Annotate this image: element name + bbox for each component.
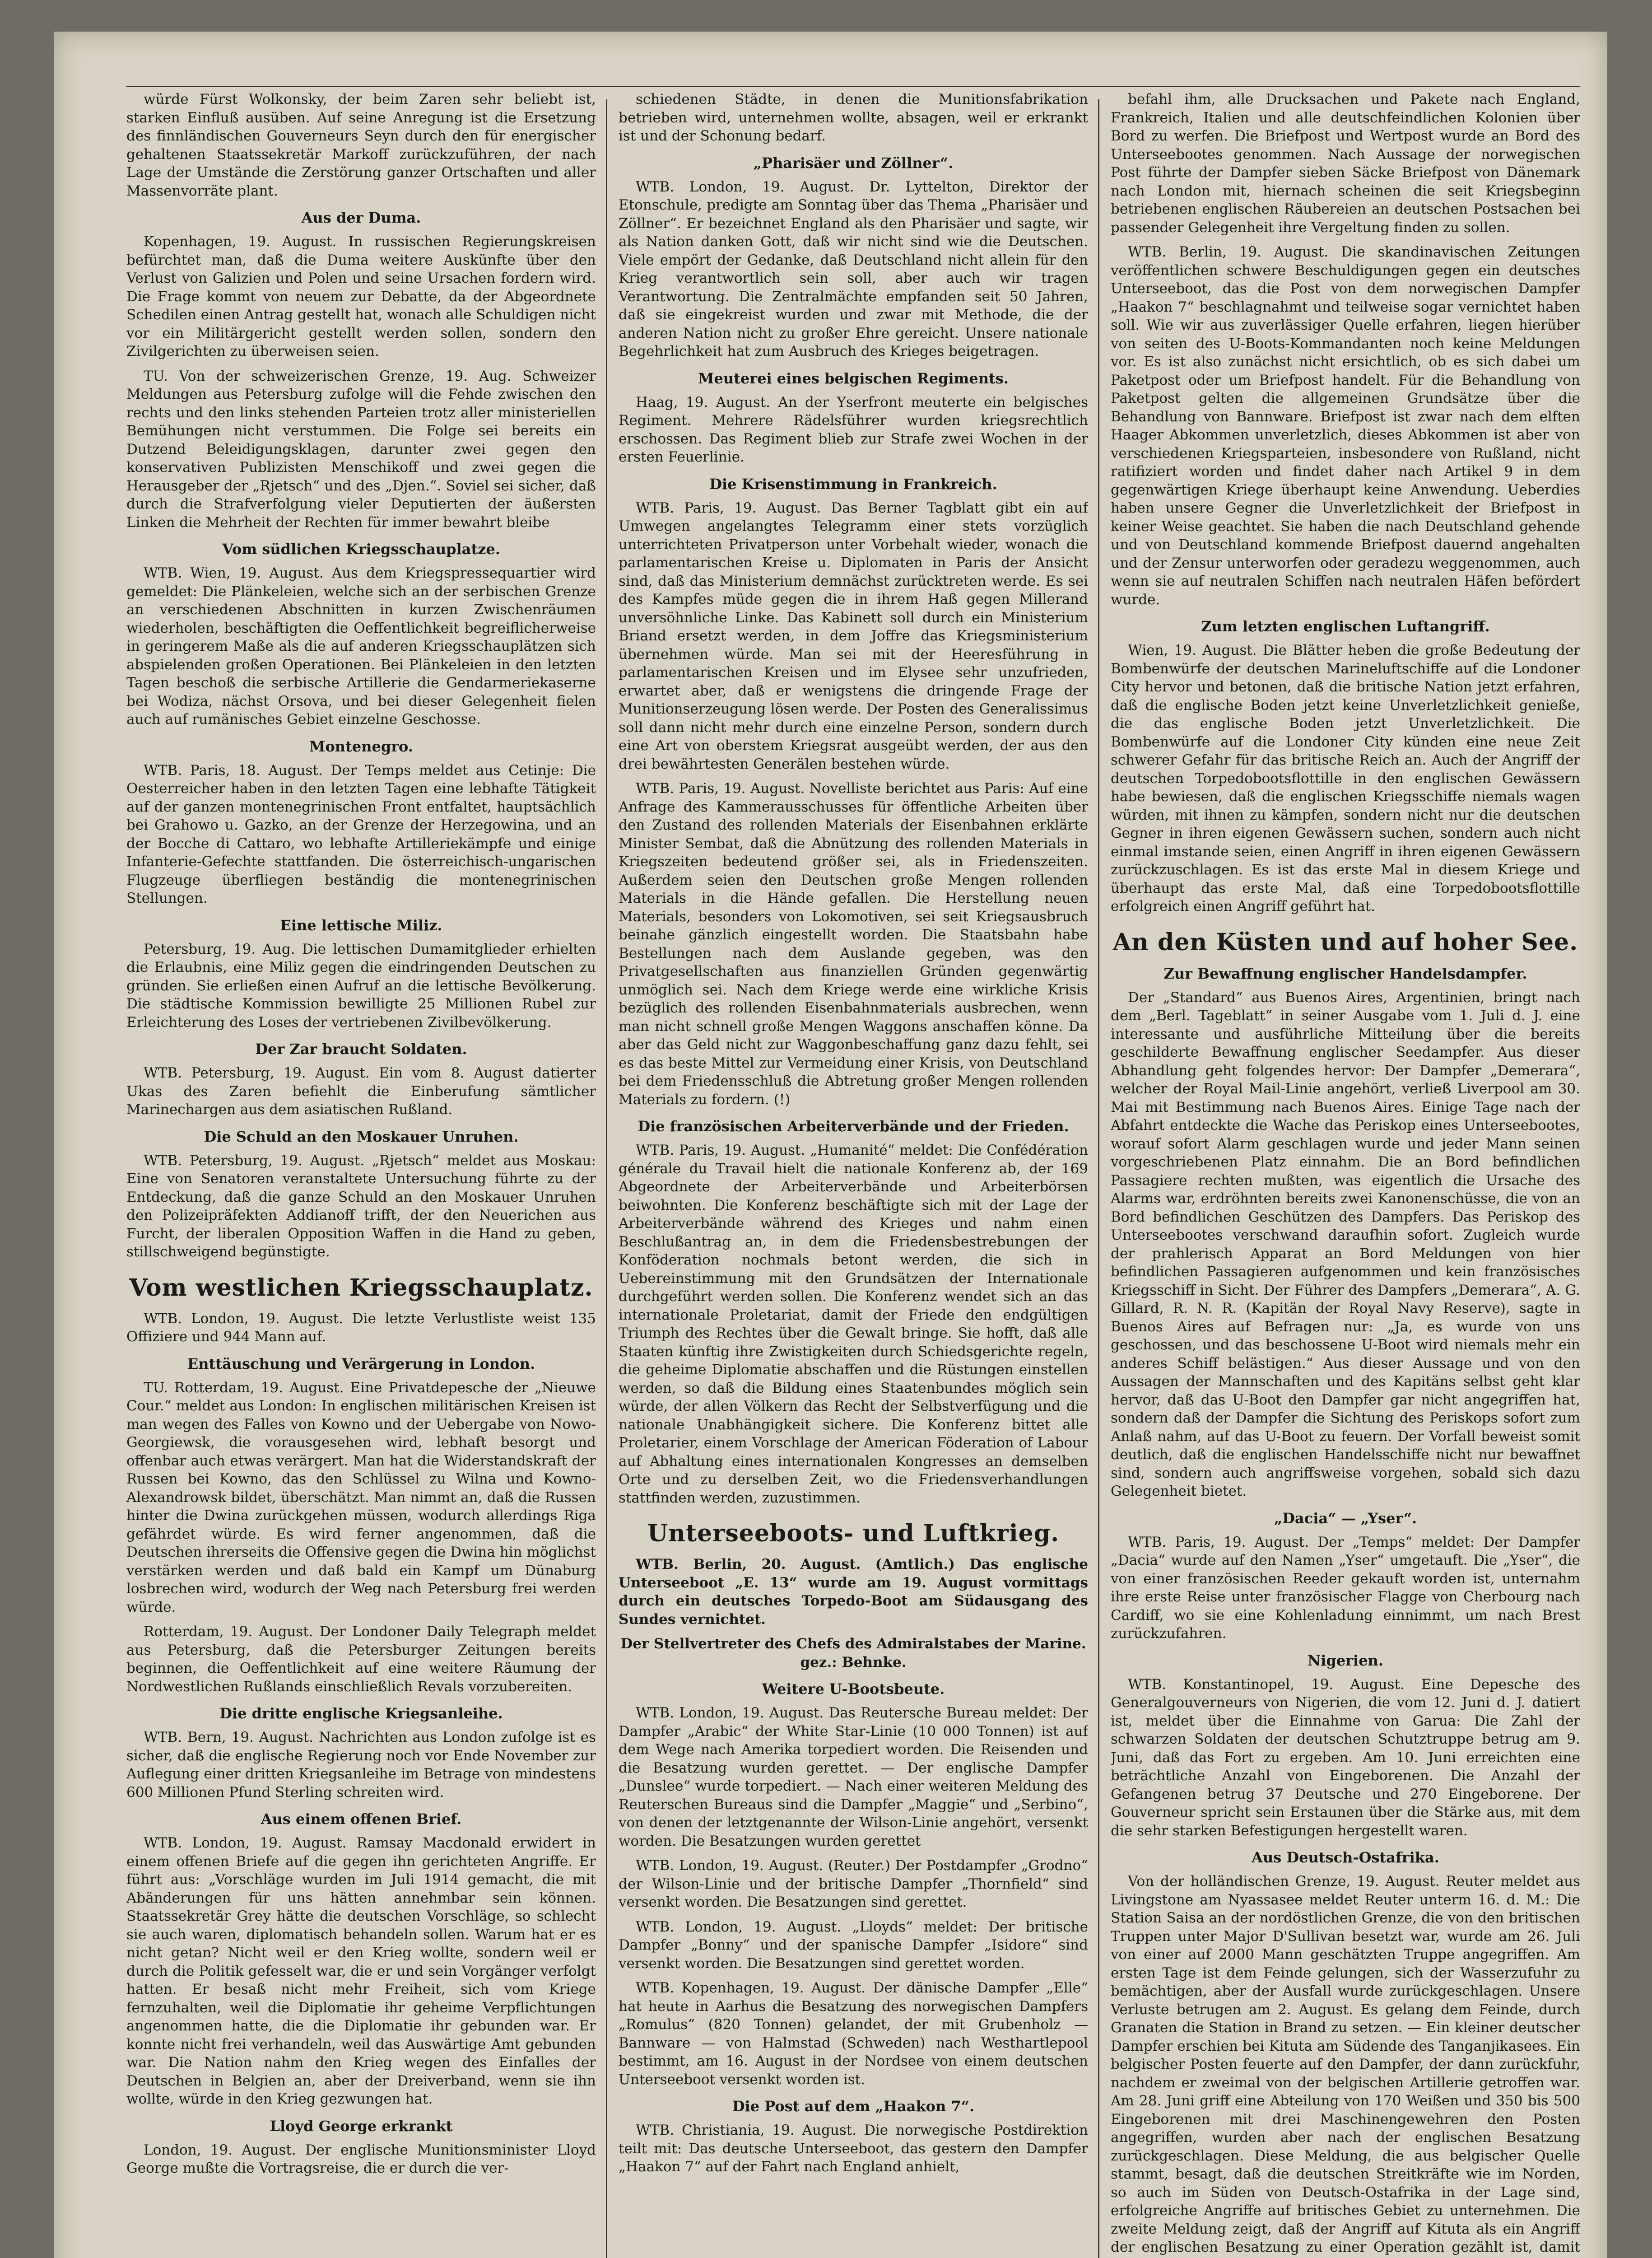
article-paragraph: WTB. Kopenhagen, 19. August. Der dänische Dampfer „Elle“ hat heute in Aarhus die Besatzung des norwegischen Dampfers „Romulus“ (820 Tonnen) gelandet, der mit Grubenholz — Bannware — von Halmstad (Schweden) nach Westhartlepool bestimmt, am 16. August in der Nordsee von einem deutschen Unterseeboot versenkt worden ist.: [619, 1980, 1088, 2088]
article-heading: Die französischen Arbeiterverbände und der Frieden.: [638, 1118, 1069, 1135]
article-heading: Aus der Duma.: [301, 209, 421, 226]
article-paragraph: WTB. Wien, 19. August. Aus dem Kriegspressequartier wird gemeldet: Die Plänkeleien, welche sich an der serbischen Grenze an verschiedenen Abschnitten in kurzen Zwischenräumen wiederholen, beschäftigten die Oeffentlichkeit begreiflicherweise in geringerem Maße als die auf anderen Kriegsschauplätzen sich abspielenden großen Operationen. Bei Plänkeleien in den letzten Tagen beschoß die serbische Artillerie die Gendarmeriekaserne bei Wodiza, nächst Orsova, und bei dieser Gelegenheit fielen auch auf rumänisches Gebiet einzelne Geschosse.: [126, 565, 596, 728]
article-heading: Die dritte englische Kriegsanleihe.: [219, 1705, 503, 1722]
article-paragraph: Kopenhagen, 19. August. In russischen Regierungskreisen befürchtet man, daß die Duma weitere Auskünfte über den Verlust von Galizien und Polen und seine Ursachen fordern wird. Die Frage kommt von neuem zur Debatte, da der Abgeordnete Schedilen einen Antrag gestellt hat, wonach alle Schuldigen nicht vor ein Militärgericht gestellt werden sollen, sondern den Zivilgerichten zu überweisen seien.: [126, 233, 596, 359]
article-paragraph: WTB. London, 19. August. Das Reutersche Bureau meldet: Der Dampfer „Arabic“ der White Star-Linie (10 000 Tonnen) ist auf dem Wege nach Amerika torpediert worden. Die Reisenden und die Besatzung wurden gerettet. — Der englische Dampfer „Dunslee“ wurde torpediert. — Nach einer weiteren Meldung des Reuterschen Bureaus sind die Dampfer „Maggie“ und „Serbino“, von denen der letztgenannte der Wilson-Linie angehört, versenkt worden. Die Besatzungen wurden gerettet: [619, 1705, 1088, 1849]
article-heading: Enttäuschung und Verärgerung in London.: [187, 1355, 535, 1372]
column-1: [126, 90, 596, 2258]
article-heading: „Dacia“ — „Yser“.: [1274, 1509, 1417, 1527]
article-heading: Die Krisenstimmung in Frankreich.: [709, 475, 997, 493]
article-heading: Die Post auf dem „Haakon 7“.: [732, 2098, 975, 2115]
article-paragraph: WTB. Berlin, 19. August. Die skandinavischen Zeitungen veröffentlichen schwere Beschuldigungen gegen ein deutsches Unterseeboot, das die Post von dem norwegischen Dampfer „Haakon 7“ beschlagnahmt und teilweise sogar vernichtet haben soll. Wie wir aus zuverlässiger Quelle erfahren, liegen hierüber von seiten des U-Boots-Kommandanten noch keine Meldungen vor. Es ist also zunächst nicht ersichtlich, ob es sich dabei um Paketpost oder um Briefpost handelt. Für die Behandlung von Paketpost gelten die allgemeinen Grundsätze über die Behandlung von Bannware. Briefpost ist zwar nach dem elften Haager Abkommen unverletzlich, dieses Abkommen ist aber von verschiedenen Kriegsparteien, insbesondere von Rußland, nicht ratifiziert worden und findet daher nach Artikel 9 in dem gegenwärtigen Kriege überhaupt keine Anwendung. Ueberdies haben unsere Gegner die Unverletzlichkeit der Briefpost in keiner Weise geachtet. Sie haben die nach Deutschland gehende und von Deutschland kommende Briefpost dauernd angehalten und der Zensur unterworfen oder geradezu weggenommen, auch wenn sie auf neutralen Schiffen nach neutralen Häfen befördert wurde.: [1111, 244, 1580, 608]
article-paragraph: WTB. London, 19. August. Ramsay Macdonald erwidert in einem offenen Briefe auf die gegen ihn gerichteten Angriffe. Er führt aus: „Vorschläge wurden im Juli 1914 gemacht, die mit Abänderungen für uns hätten annehmbar sein können. Staatssekretär Grey hätte die deutschen Vorschläge, so schlecht sie auch waren, diplomatisch behandeln sollen. Warum hat er es nicht getan? Nicht weil er den Krieg wollte, sondern weil er durch die Politik gefesselt war, die er und sein Vorgänger verfolgt hatten. Er besaß nicht mehr Freiheit, sich vom Kriege fernzuhalten, weil die Diplomatie ihr geheime Verpflichtungen angenommen hatte, die die Diplomatie ihr gebunden war. Er konnte nicht frei verhandeln, weil das Auswärtige Amt gebunden war. Die Nation nahm den Krieg wegen des Einfalles der Deutschen in Belgien an, aber der Dreiverband, wenn sie ihn wollte, würde in den Krieg gezwungen hat.: [126, 1835, 596, 2107]
newspaper-page: [54, 32, 1607, 2258]
article-paragraph: WTB. Bern, 19. August. Nachrichten aus London zufolge ist es sicher, daß die englische Regierung noch vor Ende November zur Auflegung einer dritten Kriegsanleihe im Betrage von mindestens 600 Millionen Pfund Sterling schreiten wird.: [126, 1729, 596, 1801]
article-heading: Weitere U-Bootsbeute.: [762, 1680, 945, 1698]
article-paragraph: Petersburg, 19. Aug. Die lettischen Dumamitglieder erhielten die Erlaubnis, eine Miliz gegen die eindringenden Deutschen zu gründen. Sie erließen einen Aufruf an die lettische Bevölkerung. Die städtische Kommission bewilligte 25 Millionen Rubel zur Erleichterung des Loses der vertriebenen Zivilbevölkerung.: [126, 941, 596, 1031]
article-paragraph: TU. Rotterdam, 19. August. Eine Privatdepesche der „Nieuwe Cour.“ meldet aus London: In englischen militärischen Kreisen ist man wegen des Falles von Kowno und der Uebergabe von Nowo-Georgiewsk, die vorausgesehen wird, lebhaft besorgt und offenbar auch etwas verärgert. Man hat die Widerstandskraft der Russen bei Kowno, das den Schlüssel zu Wilna und Kowno-Alexandrowsk bildet, überschätzt. Man nimmt an, daß die Russen hinter die Dwina zurückgehen müssen, wodurch allerdings Riga gefährdet würde. Es wird ferner angenommen, daß die Deutschen ihrerseits die Offensive gegen die Dwina hin möglichst verstärken werden und daß bald ein Kampf um Dünaburg losbrechen wird, wodurch der Weg nach Petersburg frei werden würde.: [126, 1379, 596, 1615]
article-paragraph: Wien, 19. August. Die Blätter heben die große Bedeutung der Bombenwürfe der deutschen Marineluftschiffe auf die Londoner City hervor und betonen, daß die britische Nation jetzt erfahren, daß die englische Boden jetzt keine Unverletzlichkeit genieße, die das englische Boden jetzt Unverletzlichkeit. Die Bombenwürfe auf die Londoner City künden eine neue Zeit schwerer Gefahr für das britische Reich an. Auch der Angriff der deutschen Torpedobootsflottille in den englischen Gewässern habe bewiesen, daß die englischen Kriegsschiffe niemals wagen würden, mit ihnen zu kämpfen, sondern nicht nur die deutschen Gegner in ihren eigenen Gewässern suchen, sondern auch nicht einmal imstande seien, einen Angriff in ihren eigenen Gewässern zurückzuschlagen. Es ist das erste Mal in diesem Kriege und überhaupt das erste Mal, daß eine Torpedobootsflottille erfolgreich einen Angriff geführt hat.: [1111, 642, 1580, 914]
article-paragraph: Rotterdam, 19. August. Der Londoner Daily Telegraph meldet aus Petersburg, daß die Petersburger Zeitungen bereits beginnen, die Oeffentlichkeit auf eine weitere Räumung der Nordwestlichen Rußlands einschließlich Revals vorzubereiten.: [126, 1624, 596, 1695]
article-paragraph: Der „Standard“ aus Buenos Aires, Argentinien, bringt nach dem „Berl. Tageblatt“ in seiner Ausgabe vom 1. Juli d. J. eine interessante und ausführliche Mitteilung über die bereits geschilderte Bewaffnung englischer Seedampfer. Aus dieser Abhandlung geht folgendes hervor: Der Dampfer „Demerara“, welcher der Royal Mail-Linie angehört, verließ Liverpool am 30. Mai mit Bestimmung nach Buenos Aires. Einige Tage nach der Abfahrt entdeckte die Wache das Periskop eines Unterseebootes, worauf sofort Alarm geschlagen wurde und jeder Mann seinen vorgeschriebenen Platz einnahm. Die an Bord befindlichen Passagiere rechten mußten, was eigentlich die Ursache des Alarms war, erdröhnten bereits zwei Kanonenschüsse, die von an Bord befindlichen Geschützen des Dampfers. Das Periskop des Unterseebootes verschwand daraufhin sofort. Zugleich wurde der prahlerisch Apparat an Bord Meldungen von hier befindlichen Passagieren aufgenommen und kein französisches Kriegsschiff in Sicht. Der Führer des Dampfers „Demerara“, A. G. Gillard, R. N. R. (Kapitän der Royal Navy Reserve), sagte in Buenos Aires auf Befragen nur: „Ja, es wurde von uns geschossen, und das beschossene U-Boot wird niemals mehr ein anderes Schiff belästigen.“ Aus dieser Aussage und von den Aussagen der Mannschaften und des Kapitäns selbst geht klar hervor, daß das U-Boot den Dampfer gar nicht angegriffen hat, sondern daß der Dampfer die Sichtung des Periskops sofort zum Anlaß nahm, auf das U-Boot zu feuern. Der Vorfall beweist somit deutlich, daß die englischen Handelsschiffe nicht nur bewaffnet sind, sondern auch angriffsweise vorgehen, sobald sich dazu Gelegenheit bietet.: [1111, 989, 1580, 1499]
article-heading: Nigerien.: [1308, 1652, 1383, 1669]
section-heading: Vom westlichen Kriegsschauplatz.: [129, 1274, 593, 1302]
column-2: [619, 90, 1088, 2258]
official-report: WTB. Berlin, 20. August. (Amtlich.) Das englische Unterseeboot „E. 13“ wurde am 19. August vormittags durch ein deutsches Torpedo-Boot am Südausgang des Sundes vernichtet.: [619, 1556, 1088, 1628]
article-paragraph: WTB. London, 19. August. (Reuter.) Der Postdampfer „Grodno“ der Wilson-Linie und der britische Dampfer „Thornfield“ sind versenkt worden. Die Besatzungen sind gerettet.: [619, 1857, 1088, 1910]
column-rule: [606, 99, 607, 2258]
top-rule: [126, 86, 1580, 87]
article-heading: Aus Deutsch-Ostafrika.: [1252, 1849, 1439, 1866]
article-paragraph: TU. Von der schweizerischen Grenze, 19. Aug. Schweizer Meldungen aus Petersburg zufolge will die Fehde zwischen den rechts und den links stehenden Parteien trotz aller ministeriellen Bemühungen nicht verstummen. Die Folge sei bereits ein Dutzend Beleidigungsklagen, darunter zwei gegen den konservativen Publizisten Menschikoff und zwei gegen die Herausgeber der „Rjetsch“ und des „Djen.“. Soviel sei sicher, daß durch die Strafverfolgung vieler Deputierten der äußersten Linken die Mehrheit der Rechten für immer bewahrt bleibe: [126, 368, 596, 531]
article-paragraph: WTB. Paris, 18. August. Der Temps meldet aus Cetinje: Die Oesterreicher haben in den letzten Tagen eine lebhafte Tätigkeit auf der ganzen montenegrinischen Front entfaltet, hauptsächlich bei Grahowo u. Gazko, an der Grenze der Herzegowina, und an der Bocche di Cattaro, wo lebhafte Artilleriekämpfe und einige Infanterie-Gefechte stattfanden. Die österreichisch-ungarischen Flugzeuge überfliegen beständig die montenegrinischen Stellungen.: [126, 762, 596, 906]
column-rule: [1098, 99, 1099, 2258]
article-paragraph: WTB. London, 19. August. Die letzte Verlustliste weist 135 Offiziere und 944 Mann auf.: [126, 1310, 596, 1345]
section-heading: An den Küsten und auf hoher See.: [1112, 928, 1578, 956]
article-paragraph: Von der holländischen Grenze, 19. August. Reuter meldet aus Livingstone am Nyassasee meldet Reuter unterm 16. d. M.: Die Station Saisa an der nordöstlichen Grenze, die von den britischen Truppen unter Major D'Sullivan besetzt war, wurde am 26. Juli von einer auf 2000 Mann geschätzten Truppe angegriffen. Am ersten Tage ist dem Feinde gelungen, sich der Wasserzufuhr zu bemächtigen, aber der Ausfall wurde zurückgeschlagen. Unsere Verluste betrugen am 2. August. Es gelang dem Feinde, durch Granaten die Station in Brand zu setzen. — Ein kleiner deutscher Dampfer erschien bei Kituta am Südende des Tanganjikasees. Ein belgischer Posten feuerte auf den Dampfer, der dann zurückfuhr, nachdem er zweimal von der belgischen Artillerie getroffen war. Am 28. Juni griff eine Abteilung von 170 Weißen und 350 bis 500 Eingeborenen mit drei Maschinengewehren den Posten angegriffen, wurden aber nach der englischen Besatzung zurückgeschlagen. Diese Meldung, die aus belgischer Quelle stammt, besagt, daß die deutschen Streitkräfte wie im Norden, so auch im Süden von Deutsch-Ostafrika in der Lage sind, erfolgreiche Angriffe auf britisches Gebiet zu unternehmen. Die zweite Meldung zeigt, daß der Angriff auf Kituta als ein Angriff der englischen Besatzung zu einer Operation gezählt ist, damit: [1111, 1873, 1580, 2255]
article-heading: Der Zar braucht Soldaten.: [255, 1040, 467, 1058]
article-heading: Vom südlichen Kriegsschauplatze.: [222, 541, 500, 558]
article-paragraph: schiedenen Städte, in denen die Munitionsfabrikation betrieben wird, unternehmen wollte, absagen, weil er erkrankt ist und der Schonung bedarf.: [619, 91, 1088, 144]
article-heading: „Pharisäer und Zöllner“.: [753, 154, 954, 172]
article-heading: Aus einem offenen Brief.: [261, 1810, 462, 1828]
article-paragraph: WTB. Konstantinopel, 19. August. Eine Depesche des Generalgouverneurs von Nigerien, die vom 12. Juni d. J. datiert ist, meldet über die Einnahme von Garua: Die Zahl der schwarzen Soldaten der deutschen Schutztruppe betrug am 9. Juni, daß das Fort zu ergeben. Am 10. Juni erreichten eine beträchtliche Anzahl von Eingeborenen. Die Anzahl der Gefangenen betrug 37 Deutsche und 270 Eingeborene. Der Gouverneur spricht sein Erstaunen über die Stärke aus, mit dem die sehr starken Befestigungen hergestellt waren.: [1111, 1676, 1580, 1839]
article-paragraph: würde Fürst Wolkonsky, der beim Zaren sehr beliebt ist, starken Einfluß ausüben. Auf seine Anregung ist die Ersetzung des finnländischen Gouverneurs Seyn durch den für energischer gehaltenen Staatssekretär Markoff zurückzuführen, der nach Lage der Umstände die Zerstörung ganzer Ortschaften und aller Massenvorräte plant.: [126, 91, 596, 199]
article-heading: Zum letzten englischen Luftangriff.: [1201, 618, 1490, 635]
article-paragraph: WTB. Paris, 19. August. Der „Temps“ meldet: Der Dampfer „Dacia“ wurde auf den Namen „Yser“ umgetauft. Die „Yser“, die von einer französischen Reeder gekauft worden ist, unternahm ihre erste Reise unter französischer Flagge von Cherbourg nach Cardiff, wo sie eine Kohlenladung einnimmt, um nach Brest zurückzufahren.: [1111, 1534, 1580, 1642]
article-paragraph: WTB. London, 19. August. Dr. Lyttelton, Direktor der Etonschule, predigte am Sonntag über das Thema „Pharisäer und Zöllner“. Er bezeichnet England als den Pharisäer und sagte, wir als Nation danken Gott, daß wir nicht sind wie die Deutschen. Viele empört der Gedanke, daß Deutschland nicht allein für den Krieg verantwortlich sein soll, aber auch wir tragen Verantwortung. Die Zentralmächte empfanden seit 50 Jahren, daß sie eingekreist wurden und zwar mit Methode, die der anderen Nation nicht zu großer Ehre gereicht. Unsere nationale Begehrlichkeit hat zum Ausbruch des Krieges beigetragen.: [619, 178, 1088, 359]
article-heading: Die Schuld an den Moskauer Unruhen.: [204, 1128, 519, 1145]
article-paragraph: WTB. Paris, 19. August. Novelliste berichtet aus Paris: Auf eine Anfrage des Kammerausschusses für öffentliche Arbeiten über den Zustand des rollenden Materials der Eisenbahnen erklärte Minister Sembat, daß die Abnützung des rollenden Materials in Kriegszeiten bedeutend größer sei, als in Friedenszeiten. Außerdem seien den Deutschen große Mengen rollenden Materials in die Hände gefallen. Die Herstellung neuen Materials, besonders von Lokomotiven, sei seit Kriegsausbruch beinahe gänzlich eingestellt worden. Die Staatsbahn habe Bestellungen nach dem Auslande gegeben, was den Privatgesellschaften aus finanziellen Gründen gegenwärtig unmöglich sei. Nach dem Kriege werde eine wirkliche Krisis bezüglich des rollenden Eisenbahnmaterials ausbrechen, wenn man nicht schnell große Mengen Waggons anschaffen könne. Da aber das Geld nicht zur Waggonbeschaffung ganz dazu fehlt, sei es das beste Mittel zur Vermeidung einer Krisis, von Deutschland bei dem Friedensschluß die Abtretung großer Mengen rollenden Materials zu fordern. (!): [619, 780, 1088, 1108]
article-heading: Montenegro.: [309, 737, 413, 755]
article-heading: Lloyd George erkrankt: [270, 2117, 453, 2135]
signature-line: Der Stellvertreter des Chefs des Admiralstabes der Marine. gez.: Behnke.: [620, 1636, 1086, 1670]
article-heading: Eine lettische Miliz.: [280, 916, 442, 934]
article-paragraph: WTB. Paris, 19. August. Das Berner Tagblatt gibt ein auf Umwegen angelangtes Telegramm einer stets vorzüglich unterrichteten Privatperson unter Vorbehalt wieder, wonach die parlamentarischen Kreise u. Diplomaten in Paris der Ansicht sind, daß das Ministerium demnächst zurücktreten werde. Es sei des Kampfes müde gegen die in ihrem Haß gegen Millerand unversöhnliche Linke. Das Kabinett soll durch ein Ministerium Briand ersetzt werden, in dem Joffre das Kriegsministerium übernehmen würde. Man sei mit der Heeresführung in parlamentarischen Kreisen und im Elysee sehr unzufrieden, erwartet aber, daß er wenigstens die dringende Frage der Munitionserzeugung lösen werde. Der Posten des Generalissimus soll dann nicht mehr durch eine einzelne Person, sondern durch eine Art von oberstem Kriegsrat ausgeübt werden, der aus den drei bewährtesten Generälen bestehen würde.: [619, 499, 1088, 772]
article-paragraph: WTB. London, 19. August. „Lloyds“ meldet: Der britische Dampfer „Bonny“ und der spanische Dampfer „Isidore“ sind versenkt worden. Die Besatzungen sind gerettet worden.: [619, 1918, 1088, 1972]
article-paragraph: Haag, 19. August. An der Yserfront meuterte ein belgisches Regiment. Mehrere Rädelsführer wurden kriegsrechtlich erschossen. Das Regiment blieb zur Strafe zwei Wochen in der ersten Feuerlinie.: [619, 394, 1088, 465]
article-paragraph: London, 19. August. Der englische Munitionsminister Lloyd George mußte die Vortragsreise, die er durch die ver-: [126, 2141, 596, 2176]
column-3: [1111, 90, 1580, 2258]
article-paragraph: befahl ihm, alle Drucksachen und Pakete nach England, Frankreich, Italien und alle deutschfeindlichen Kolonien über Bord zu werfen. Die Briefpost und Wertpost wurde an Bord des Unterseebootes genommen. Nach Aussage der norwegischen Post führte der Dampfer sieben Säcke Briefpost von Dänemark nach London mit, hiernach scheinen die seit Kriegsbeginn betriebenen englischen Räubereien an deutschen Postsachen bei passender Gelegenheit ihre Vergeltung finden zu sollen.: [1111, 91, 1580, 236]
article-heading: Meuterei eines belgischen Regiments.: [698, 369, 1009, 387]
article-paragraph: WTB. Christiania, 19. August. Die norwegische Postdirektion teilt mit: Das deutsche Unterseeboot, das gestern den Dampfer „Haakon 7“ auf der Fahrt nach England anhielt,: [619, 2122, 1088, 2175]
article-paragraph: WTB. Petersburg, 19. August. Ein vom 8. August datierter Ukas des Zaren befiehlt die Einberufung sämtlicher Marinechargen aus dem asiatischen Rußland.: [126, 1065, 596, 1118]
article-paragraph: WTB. Petersburg, 19. August. „Rjetsch“ meldet aus Moskau: Eine von Senatoren veranstaltete Untersuchung führte zu der Entdeckung, daß die ganze Schuld an den Moskauer Unruhen den Polizeipräfekten Addianoff trifft, der den Neuerichen aus Furcht, der liberalen Opposition Waffen in die Hand zu geben, stillschweigend begünstigte.: [126, 1152, 596, 1260]
article-paragraph: WTB. Paris, 19. August. „Humanité“ meldet: Die Confédération générale du Travail hielt die nationale Konferenz ab, der 169 Abgeordnete der Arbeiterverbände und Arbeiterbörsen beiwohnten. Die Konferenz beschäftigte sich mit der Lage der Arbeiterverbände während des Krieges und nahm einen Beschlußantrag an, in dem die Friedensbestrebungen der Konföderation nochmals betont werden, die sich in Uebereinstimmung mit den Grundsätzen der Internationale durchgeführt werden sollen. Die Konferenz wendet sich an das internationale Proletariat, damit der Friede den endgültigen Triumph des Rechtes über die Gewalt bringe. Sie hofft, daß alle Staaten künftig ihre Zwistigkeiten durch Schiedsgerichte regeln, die geheime Diplomatie abschaffen und die Rüstungen einstellen werden, so daß die Bildung eines Staatenbundes möglich sein würde, der allen Völkern das Recht der Selbstverfügung und die nationale Unabhängigkeit sichere. Die Konferenz bittet alle Proletarier, einem Vorschlage der American Föderation of Labour auf Abhaltung eines internationalen Kongresses an demselben Orte und zu derselben Zeit, wo die Friedensverhandlungen stattfinden werden, zuzustimmen.: [619, 1142, 1088, 1506]
article-heading: Zur Bewaffnung englischer Handelsdampfer.: [1163, 965, 1527, 982]
section-heading: Unterseeboots- und Luftkrieg.: [647, 1520, 1060, 1547]
